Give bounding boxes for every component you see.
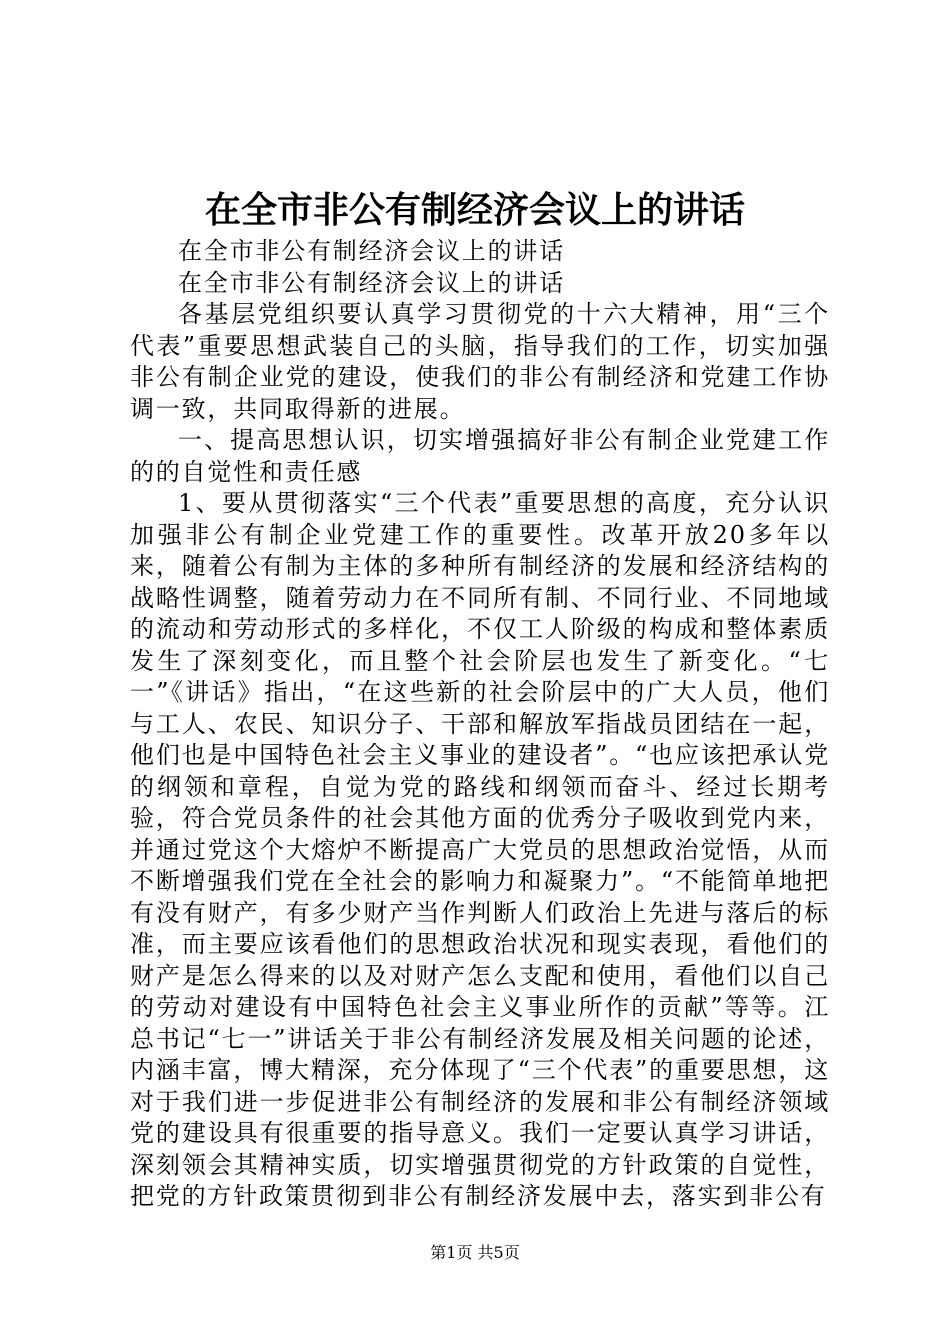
body-paragraph: 1、要从贯彻落实“三个代表”重要思想的高度，充分认识加强非公有制企业党建工作的重要性。改革开放20多年以来，随着公有制为主体的多种所有制经济的发展和经济结构的战略性调整，随着劳动力在不同所有制、不同行业、不同地域的流动和劳动形式的多样化，不仅工人阶级的构成和整体素质发生了深刻变化，而且整个社会阶层也发生了新变化。“七一”《讲话》指出，“在这些新的社会阶层中的广大人员，他们与工人、农民、知识分子、干部和解放军指战员团结在一起，他们也是中国特色社会主义事业的建设者”。“也应该把承认党的纲领和章程，自觉为党的路线和纲领而奋斗、经过长期考验，符合党员条件的社会其他方面的优秀分子吸收到党内来，并通过党这个大熔炉不断提高广大党员的思想政治觉悟，从而不断增强我们党在全社会的影响力和凝聚力”。“不能简单地把有没有财产，有多少财产当作判断人们政治上先进与落后的标准，而主要应该看他们的思想政治状况和现实表现，看他们的财产是怎么得来的以及对财产怎么支配和使用，看他们以自己的劳动对建设有中国特色社会主义事业所作的贡献”等等。江总书记“七一”讲话关于非公有制经济发展及相关问题的论述，内涵丰富，博大精深，充分体现了“三个代表”的重要思想，这对于我们进一步促进非公有制经济的发展和非公有制经济领域党的建设具有很重要的指导意义。我们一定要认真学习讲话，深刻领会其精神实质，切实增强贯彻党的方针政策的自觉性，把党的方针政策贯彻到非公有制经济发展中去，落实到非公有	[130, 489, 830, 1210]
document-title: 在全市非公有制经济会议上的讲话	[204, 189, 745, 231]
body-paragraph: 各基层党组织要认真学习贯彻党的十六大精神，用“三个代表”重要思想武装自己的头脑，指导我们的工作，切实加强非公有制企业党的建设，使我们的非公有制经济和党建工作协调一致，共同取得新的进展。	[130, 300, 830, 423]
page-number-footer: 第1页 共5页	[430, 1243, 520, 1262]
section-heading: 一、提高思想认识，切实增强搞好非公有制企业党建工作的的自觉性和责任感	[130, 426, 830, 486]
document-body	[130, 236, 830, 1213]
subtitle-line: 在全市非公有制经济会议上的讲话	[178, 237, 565, 265]
subtitle-line: 在全市非公有制经济会议上的讲话	[178, 268, 565, 297]
